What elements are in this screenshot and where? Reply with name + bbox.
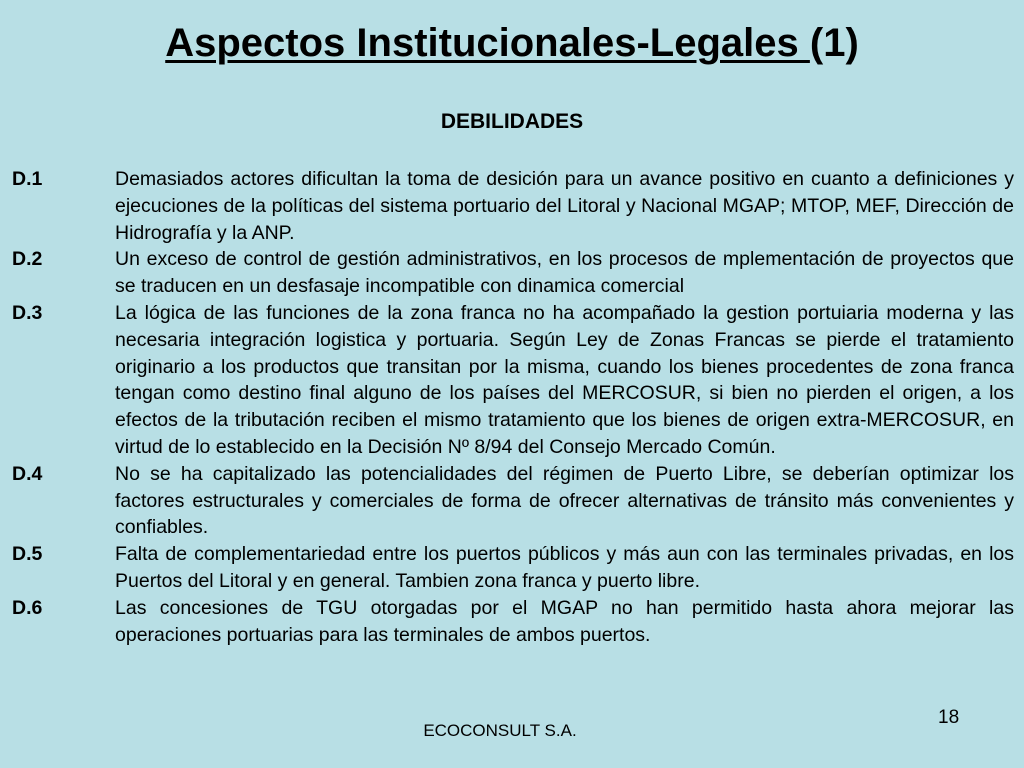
section-heading: DEBILIDADES bbox=[440, 110, 584, 133]
item-code: D.4 bbox=[12, 462, 43, 485]
list-item bbox=[10, 246, 1014, 300]
slide-title bbox=[0, 16, 1024, 70]
slide-title-suffix: (1) bbox=[809, 21, 859, 65]
list-item bbox=[10, 595, 1014, 649]
item-code: D.3 bbox=[12, 301, 43, 324]
page-number: 18 bbox=[938, 707, 960, 728]
list-item bbox=[10, 541, 1014, 595]
list-item bbox=[10, 166, 1014, 246]
item-text: Las concesiones de TGU otorgadas por el MGAP no han permitido hasta ahora mejorar las operaciones portuarias para las terminales de ambos puertos. bbox=[115, 596, 1014, 646]
weakness-list bbox=[10, 166, 1014, 648]
item-code: D.6 bbox=[12, 596, 43, 619]
item-text: La lógica de las funciones de la zona franca no ha acompañado la gestion portuiaria moderna y las necesaria integración logistica y portuaria. Según Ley de Zonas Francas se pierde el tratamiento originario a los productos que transitan por la misma, cuando los bienes procedentes de zona franca tengan como destino final alguno de los países del MERCOSUR, si bien no pierden el origen, a los efectos de la tributación reciben el mismo tratamiento que los bienes de origen extra-MERCOSUR, en virtud de lo establecido en la Decisión Nº 8/94 del Consejo Mercado Común. bbox=[115, 301, 1014, 458]
item-code: D.2 bbox=[12, 248, 43, 271]
list-item bbox=[10, 461, 1014, 541]
item-code: D.1 bbox=[12, 168, 43, 190]
footer-company: ECOCONSULT S.A. bbox=[423, 721, 577, 740]
list-item bbox=[10, 300, 1014, 461]
item-text: No se ha capitalizado las potencialidades del régimen de Puerto Libre, se deberían optimizar los factores estructurales y comerciales de forma de ofrecer alternativas de tránsito más convenientes y confiables. bbox=[115, 462, 1014, 539]
item-text: Falta de complementariedad entre los puertos públicos y más aun con las terminales privadas, en los Puertos del Litoral y en general. Tambien zona franca y puerto libre. bbox=[115, 543, 1014, 592]
item-text: Un exceso de control de gestión administrativos, en los procesos de mplementación de proyectos que se traducen en un desfasaje incompatible con dinamica comercial bbox=[115, 248, 1014, 298]
item-text: Demasiados actores dificultan la toma de desición para un avance positivo en cuanto a definiciones y ejecuciones de la políticas del sistema portuario del Litoral y Nacional MGAP; MTOP, MEF, Dirección de Hidrografía y la ANP. bbox=[115, 168, 1014, 244]
item-code: D.5 bbox=[12, 543, 43, 566]
slide-title-main: Aspectos Institucionales-Legales bbox=[165, 21, 810, 65]
